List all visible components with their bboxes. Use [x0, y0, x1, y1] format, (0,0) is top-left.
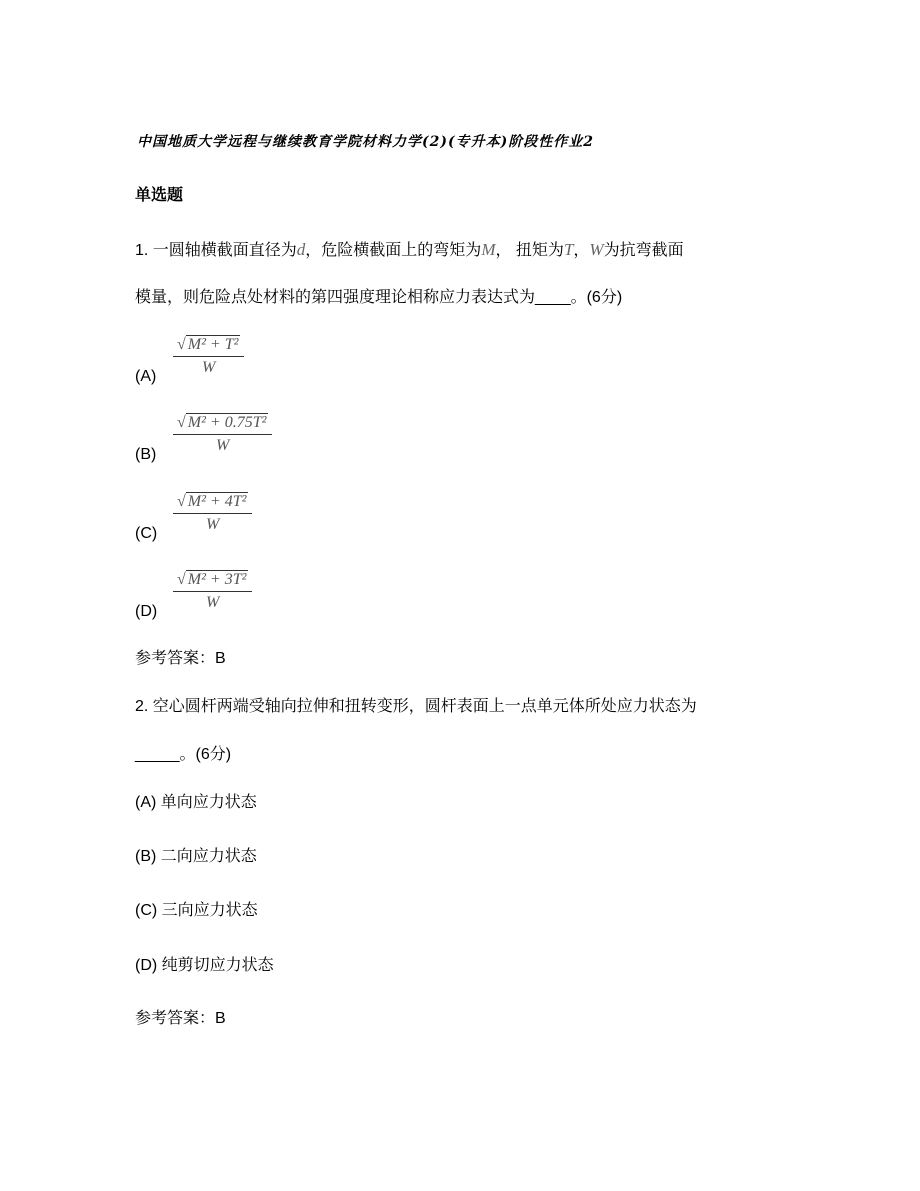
- question-2-text-line2: _____。(6分): [135, 746, 232, 763]
- q2-answer: 参考答案：B: [135, 1010, 226, 1027]
- var-m: M: [481, 240, 496, 259]
- q1-answer: 参考答案：B: [135, 650, 226, 667]
- option-label: (B): [135, 446, 157, 463]
- q2-option-c: (C) 三向应力状态: [135, 902, 258, 919]
- question-1-text: [135, 240, 684, 261]
- var-d: d: [296, 240, 306, 259]
- q1-text: ，危险横截面上的弯矩为: [305, 242, 482, 259]
- question-2-text: 2. 空心圆杆两端受轴向拉伸和扭转变形，圆杆表面上一点单元体所处应力状态为: [135, 698, 697, 715]
- section-heading: 单选题: [135, 187, 184, 204]
- q2-option-b: (B) 二向应力状态: [135, 848, 257, 865]
- formula: $\frac{\text{√ M² + T²}}{W}$: [173, 336, 244, 377]
- option-label: (D): [135, 603, 158, 620]
- q1-text: ， 扭矩为: [495, 242, 564, 259]
- var-w: W: [589, 240, 604, 259]
- q1-text: ，: [573, 242, 590, 259]
- q1-text: 为抗弯截面: [603, 242, 684, 259]
- option-label: (A): [135, 368, 157, 385]
- q2-option-d: (D) 纯剪切应力状态: [135, 957, 274, 974]
- var-t: T: [563, 240, 574, 259]
- question-1-text-line2: 模量，则危险点处材料的第四强度理论相称应力表达式为____。(6分): [135, 289, 623, 306]
- formula: $\frac{\text{√ M² + 4T²}}{W}$: [173, 493, 252, 534]
- document-title: 中国地质大学远程与继续教育学院材料力学(2)(专升本)阶段性作业2: [137, 134, 594, 150]
- formula: $\frac{\text{√ M² + 0.75T²}}{W}$: [173, 414, 272, 455]
- q2-option-a: (A) 单向应力状态: [135, 794, 257, 811]
- option-label: (C): [135, 525, 158, 542]
- q1-text: 1. 一圆轴横截面直径为: [135, 242, 297, 259]
- formula: $\frac{\text{√ M² + 3T²}}{W}$: [173, 571, 252, 612]
